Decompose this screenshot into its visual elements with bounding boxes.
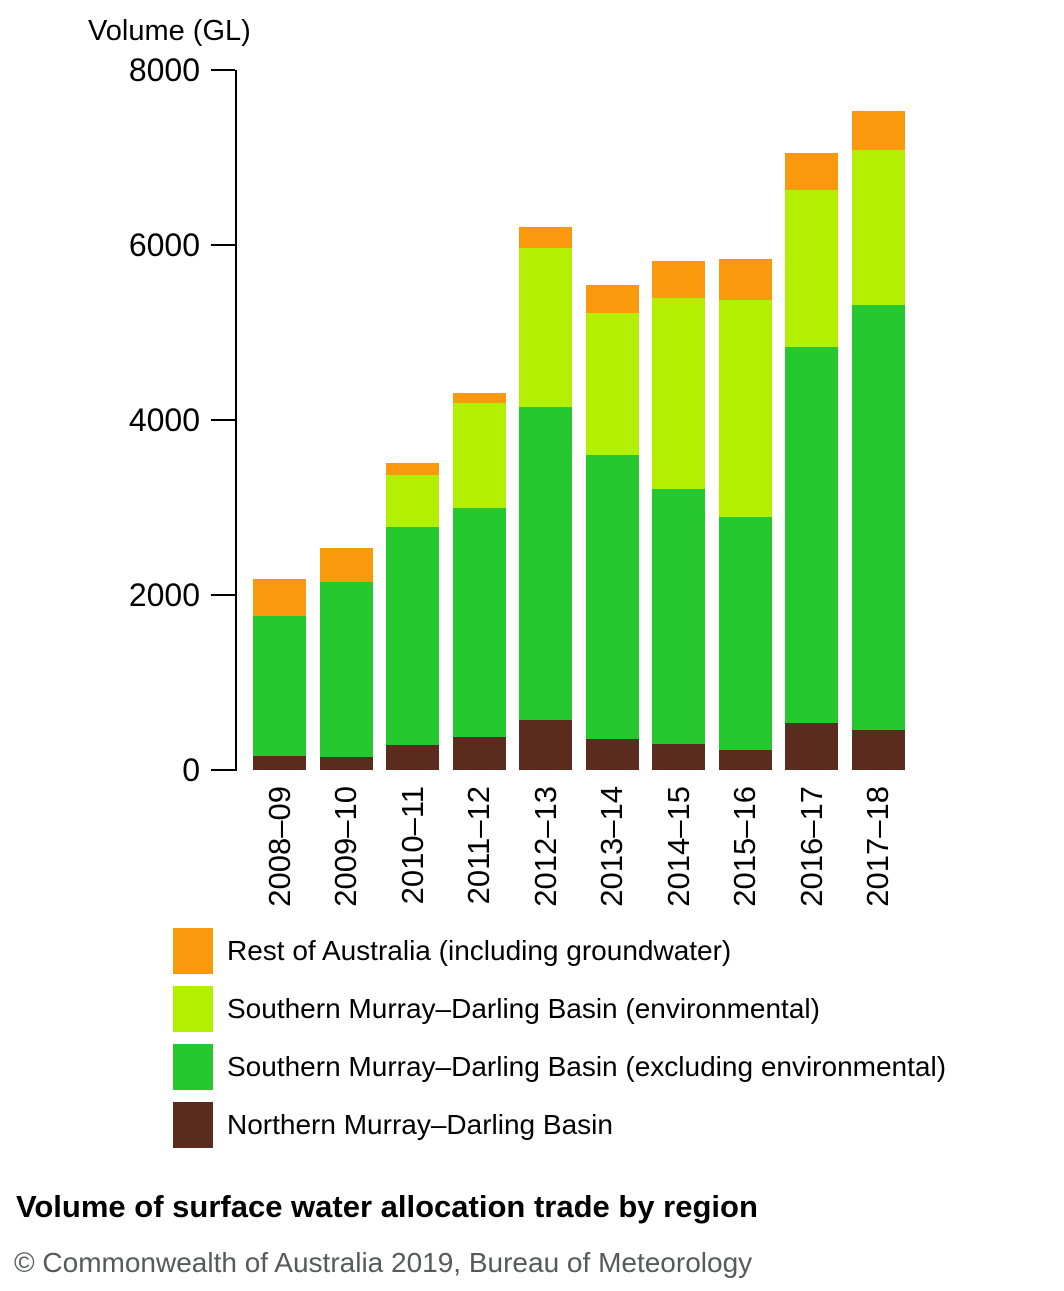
bar-segment (519, 248, 572, 407)
bar-segment (719, 259, 772, 300)
x-tick-label-text: 2017–18 (860, 786, 895, 907)
legend-swatch (173, 986, 213, 1032)
y-tick-mark (211, 244, 235, 246)
bar-segment (519, 407, 572, 720)
bar-segment (586, 739, 639, 770)
x-tick-label-text: 2012–13 (527, 786, 563, 907)
x-tick-label (263, 786, 297, 936)
legend-label: Southern Murray–Darling Basin (environmental) (227, 993, 820, 1024)
chart-title: Volume of surface water allocation trade by region (16, 1189, 758, 1224)
bar-segment (386, 527, 439, 745)
x-tick-label-text: 2009–10 (328, 786, 363, 907)
y-tick-mark (211, 594, 235, 596)
y-tick-label: 2000 (128, 577, 200, 613)
legend-label: Northern Murray–Darling Basin (227, 1109, 613, 1140)
x-tick-label (329, 786, 363, 936)
bar-segment (852, 111, 905, 150)
bar-segment (652, 261, 705, 298)
legend-swatch (173, 1044, 213, 1090)
x-tick-label-text: 2016–17 (793, 786, 829, 907)
bar-segment (586, 455, 639, 739)
bar-segment (453, 403, 506, 508)
y-tick-label: 4000 (128, 402, 200, 438)
y-tick-label: 8000 (128, 52, 200, 88)
bar-segment (519, 720, 572, 770)
x-tick-label-text: 2014–15 (660, 786, 696, 907)
legend-item (173, 1102, 946, 1148)
bar-segment (386, 745, 439, 770)
bar-segment (586, 285, 639, 313)
x-tick-label-text: 2015–16 (727, 786, 762, 907)
legend-item (173, 1044, 946, 1090)
y-tick-mark (211, 419, 235, 421)
bar-segment (652, 489, 705, 744)
x-tick-label (662, 786, 696, 936)
y-axis-line (235, 70, 237, 771)
x-tick-label-text: 2013–14 (594, 786, 629, 907)
bar-segment (719, 750, 772, 770)
bar-segment (320, 548, 373, 582)
bar-segment (852, 305, 905, 730)
legend (173, 928, 946, 1160)
bar-segment (785, 153, 838, 190)
bar-segment (320, 582, 373, 757)
bar-segment (852, 150, 905, 305)
bar-segment (253, 579, 306, 616)
x-tick-label (728, 786, 762, 936)
x-tick-label (595, 786, 629, 936)
x-tick-label (529, 786, 563, 936)
bar-segment (320, 757, 373, 770)
x-tick-label (861, 786, 895, 936)
x-tick-label-text: 2011–12 (461, 786, 496, 905)
bar-segment (719, 300, 772, 517)
y-tick-label: 0 (182, 752, 200, 788)
x-tick-label (462, 786, 496, 936)
x-tick-label (795, 786, 829, 936)
bar-segment (785, 723, 838, 770)
bar-segment (386, 463, 439, 475)
legend-label: Rest of Australia (including groundwater) (227, 935, 732, 966)
bar-segment (852, 730, 905, 770)
legend-swatch (173, 928, 213, 974)
legend-item (173, 986, 946, 1032)
bar-segment (386, 475, 439, 527)
bar-segment (586, 313, 639, 455)
bar-segment (453, 737, 506, 770)
x-tick-label-text: 2010–11 (394, 786, 430, 905)
bar-segment (785, 190, 838, 347)
bar-segment (719, 517, 772, 750)
bar-segment (519, 227, 572, 248)
x-tick-label (396, 786, 430, 936)
y-tick-mark (211, 769, 235, 771)
bar-segment (453, 508, 506, 737)
y-tick-mark (211, 69, 235, 71)
bar-segment (253, 756, 306, 770)
bar-segment (785, 347, 838, 723)
legend-swatch (173, 1102, 213, 1148)
bar-segment (652, 744, 705, 770)
bar-segment (652, 298, 705, 489)
x-tick-label-text: 2008–09 (261, 786, 297, 907)
bar-segment (253, 616, 306, 756)
y-axis-title: Volume (GL) (88, 15, 251, 47)
bar-segment (453, 393, 506, 403)
legend-label: Southern Murray–Darling Basin (excluding environmental) (227, 1051, 947, 1082)
copyright-note: © Commonwealth of Australia 2019, Bureau of Meteorology (14, 1247, 753, 1278)
y-tick-label: 6000 (128, 227, 200, 263)
